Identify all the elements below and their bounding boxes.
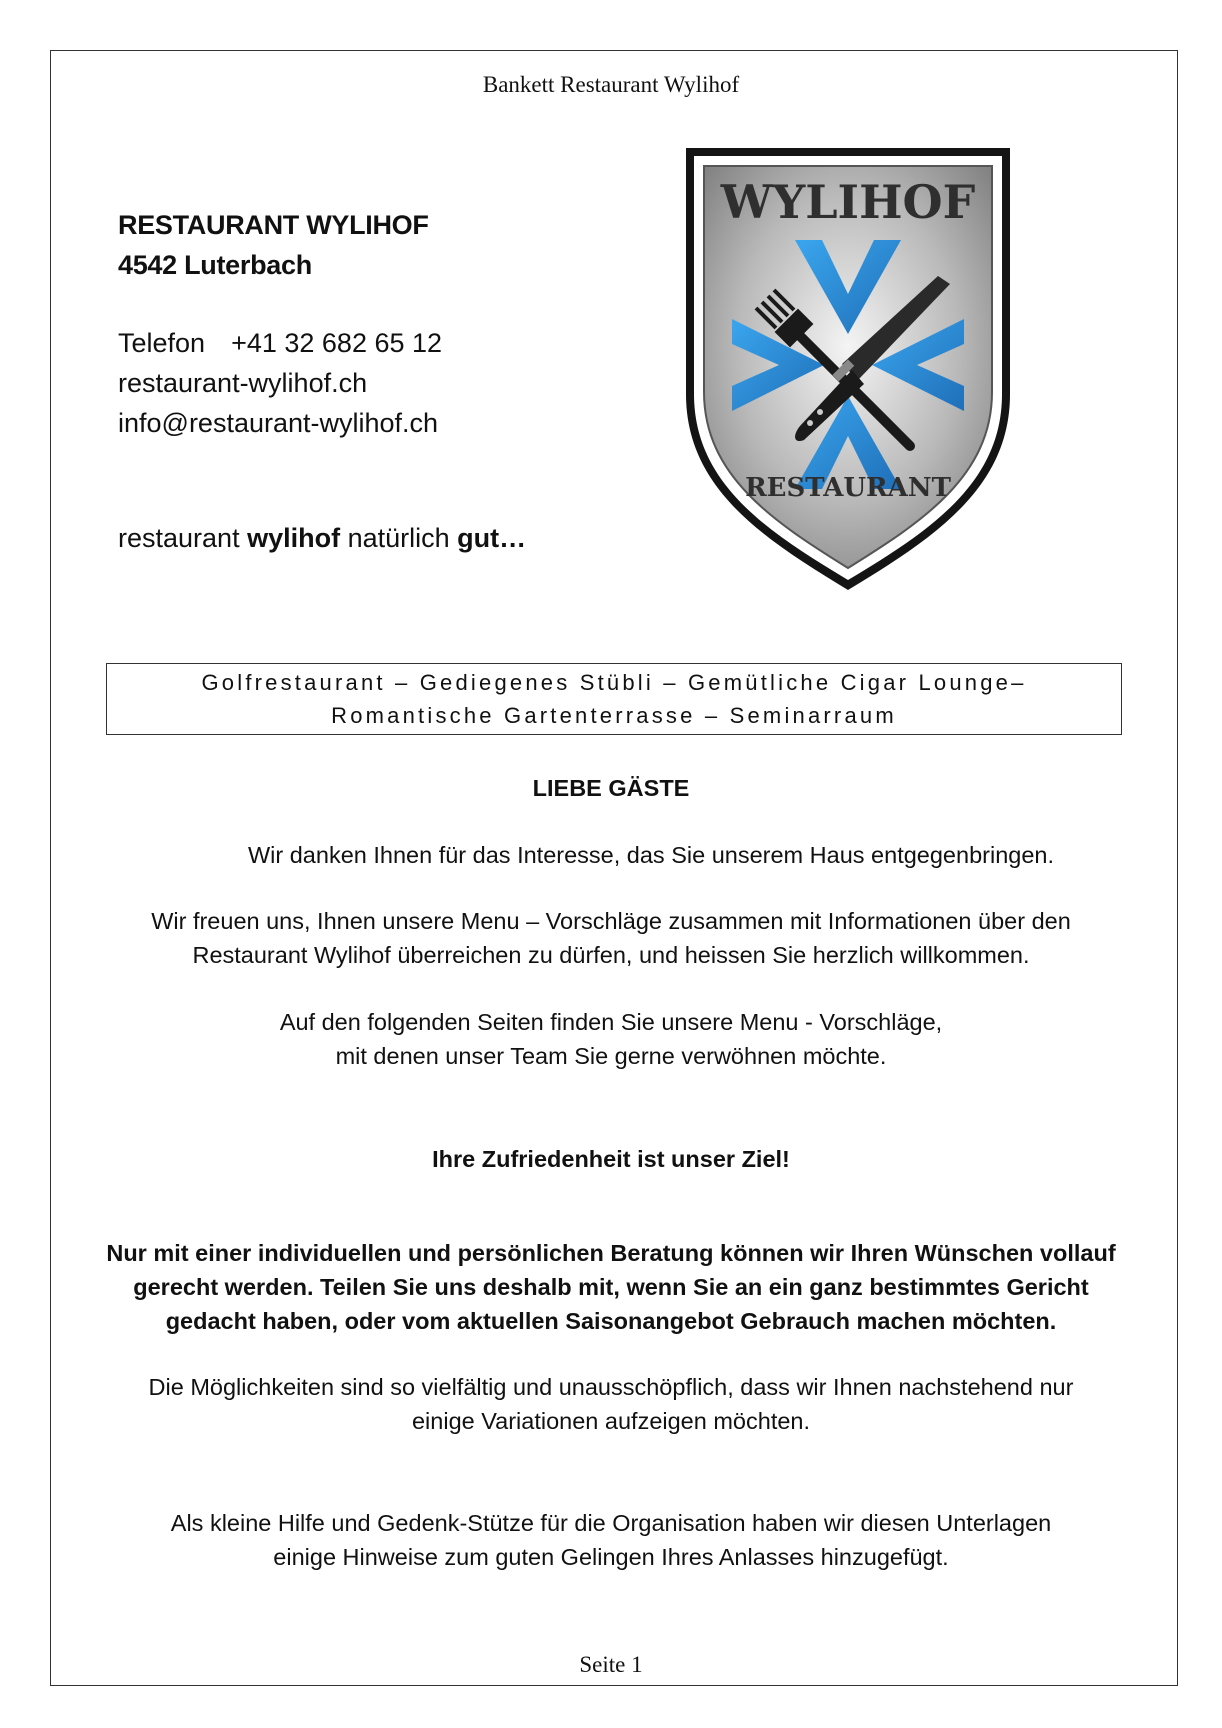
page-header: Bankett Restaurant Wylihof (482, 72, 740, 97)
consultation-line-2: gerecht werden. Teilen Sie uns deshalb mit, wenn Sie an ein ganz bestimmtes Gericht (133, 1274, 1089, 1300)
phone-number[interactable]: +41 32 682 65 12 (231, 328, 443, 358)
tagline-emphasis: gut… (457, 523, 527, 553)
phone-line (118, 323, 442, 363)
restaurant-city: 4542 Luterbach (118, 250, 312, 280)
intro-paragraph: Wir danken Ihnen für das Interesse, das Sie unserem Haus entgegenbringen. (247, 842, 1054, 868)
venues-line-2: Romantische Gartenterrasse – Seminarraum (331, 703, 897, 728)
paragraph-3-line-1: Auf den folgenden Seiten finden Sie unsere Menu - Vorschläge, (279, 1009, 943, 1035)
welcome-heading: LIEBE GÄSTE (532, 775, 690, 801)
logo-top-text: WYLIHOF (720, 175, 976, 229)
paragraph-3-line-2: mit denen unser Team Sie gerne verwöhnen möchte. (335, 1043, 887, 1069)
venues-box (106, 663, 1122, 735)
notes-paragraph (100, 1506, 1122, 1574)
notes-line-2: einige Hinweise zum guten Gelingen Ihres Anlasses hinzugefügt. (273, 1544, 949, 1570)
tagline (118, 523, 526, 554)
possibilities-paragraph (100, 1370, 1122, 1438)
tagline-text-2: natürlich (340, 523, 458, 553)
notes-line-1: Als kleine Hilfe und Gedenk-Stütze für die Organisation haben wir diesen Unterlagen (170, 1510, 1052, 1536)
consultation-line-1: Nur mit einer individuellen und persönlichen Beratung können wir Ihren Wünschen vollauf (106, 1240, 1116, 1266)
consultation-line-3: gedacht haben, oder vom aktuellen Saisonangebot Gebrauch machen möchten. (165, 1308, 1057, 1334)
email-link[interactable]: info@restaurant-wylihof.ch (118, 408, 439, 438)
venues-line-1: Golfrestaurant – Gediegenes Stübli – Gemütliche Cigar Lounge– (201, 670, 1027, 695)
fork-knife-crest-icon (682, 144, 1014, 596)
paragraph-2 (100, 904, 1122, 972)
contact-block (118, 205, 442, 443)
restaurant-name: RESTAURANT WYLIHOF (118, 210, 429, 240)
paragraph-3 (100, 1005, 1122, 1073)
possibilities-line-2: einige Variationen aufzeigen möchten. (411, 1408, 811, 1434)
logo-bottom-text: RESTAURANT (745, 473, 951, 503)
paragraph-2-line-1: Wir freuen uns, Ihnen unsere Menu – Vorschläge zusammen mit Informationen über den (151, 908, 1071, 934)
wylihof-logo (682, 144, 1014, 596)
website-link[interactable]: restaurant-wylihof.ch (118, 368, 368, 398)
motto: Ihre Zufriedenheit ist unser Ziel! (432, 1146, 790, 1172)
paragraph-2-line-2: Restaurant Wylihof überreichen zu dürfen, und heissen Sie herzlich willkommen. (192, 942, 1030, 968)
page-number: Seite 1 (579, 1652, 643, 1677)
phone-label: Telefon (118, 328, 206, 358)
consultation-paragraph (100, 1236, 1122, 1338)
possibilities-line-1: Die Möglichkeiten sind so vielfältig und unausschöpflich, dass wir Ihnen nachstehend nur (148, 1374, 1074, 1400)
tagline-brand: wylihof (247, 523, 341, 553)
tagline-text: restaurant (118, 523, 248, 553)
